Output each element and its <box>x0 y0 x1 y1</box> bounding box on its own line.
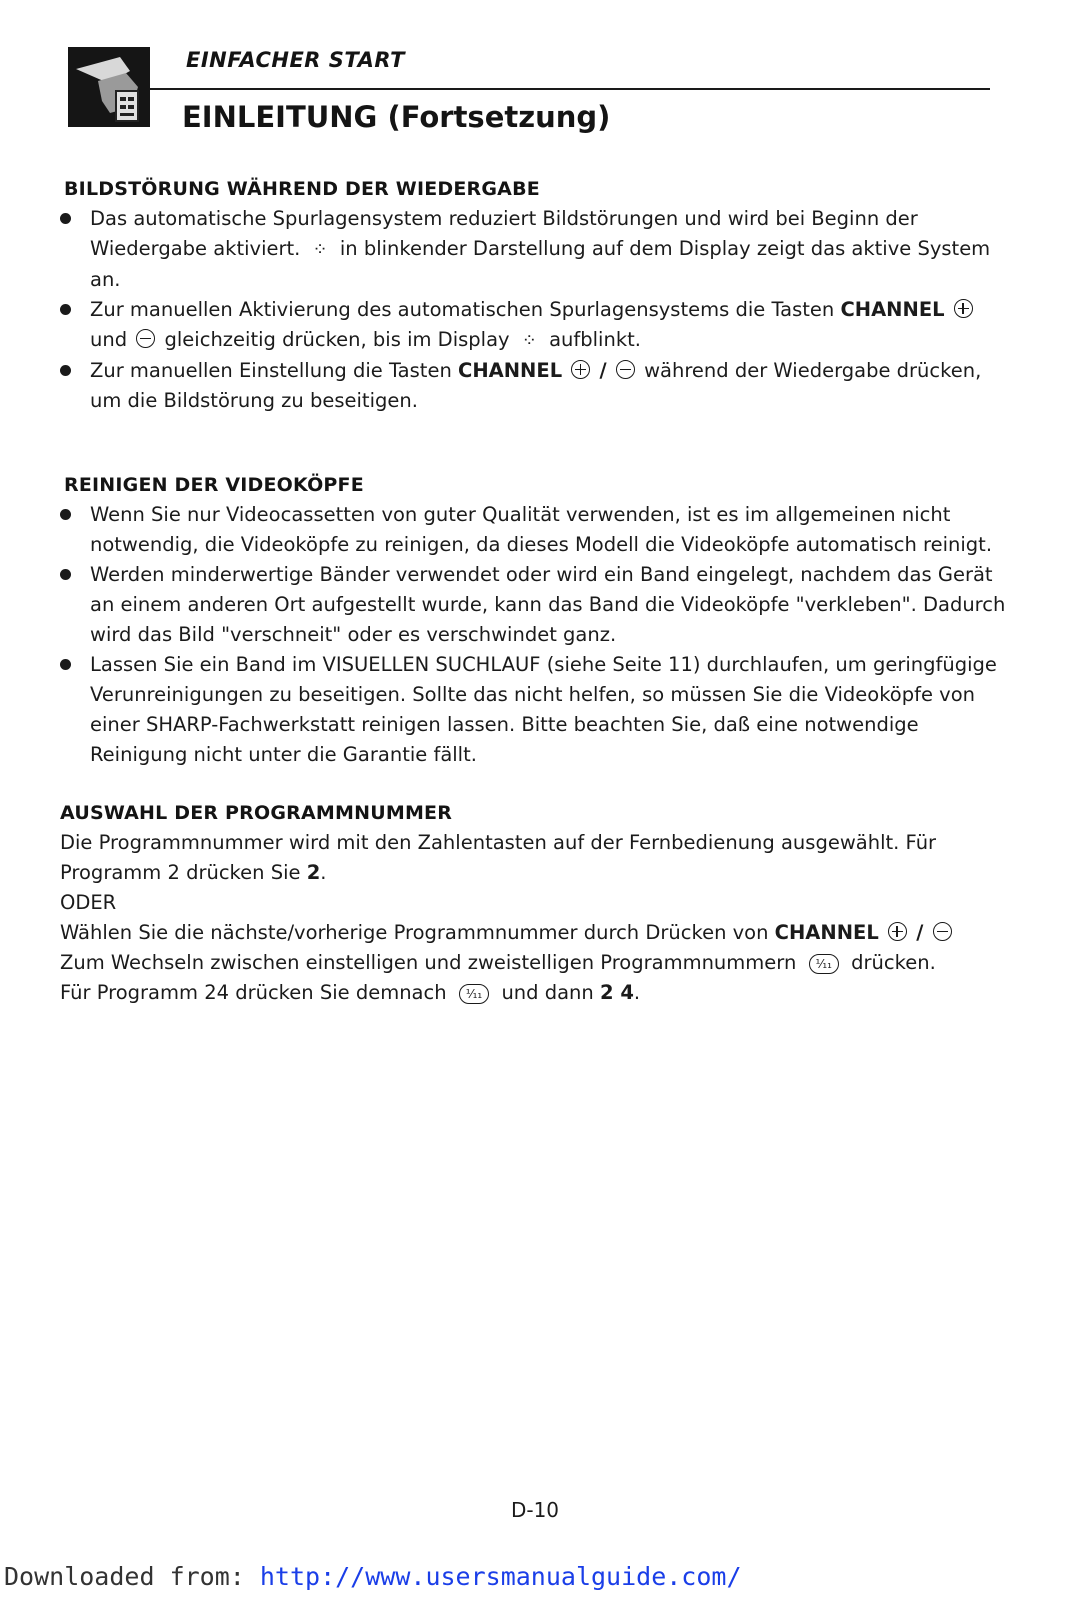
list-item: Werden minderwertige Bänder verwendet oder wird ein Band eingelegt, nachdem das Gerät an einem anderen Ort aufgestellt wurde, kann das Band die Videoköpfe "verkleben". Dadurch wird das Bild "verschneit" oder es verschwindet ganz. <box>60 560 1010 650</box>
list-item: Lassen Sie ein Band im VISUELLEN SUCHLAUF (siehe Seite 11) durchlaufen, um geringfügige Verunreinigungen zu beseitigen. Sollte das nicht helfen, so müssen Sie die Videoköpfe von einer SHARP-Fachwerkstatt reinigen lassen. Bitte beachten Sie, daß eine notwendige Reinigung nicht unter die Garantie fällt. <box>60 650 1010 770</box>
circled-plus-icon <box>888 922 907 941</box>
source-link[interactable]: http://www.usersmanualguide.com/ <box>259 1562 742 1591</box>
section-heading: BILDSTÖRUNG WÄHREND DER WIEDERGABE <box>64 178 540 200</box>
download-footer: Downloaded from: http://www.usersmanualguide.com/ <box>4 1562 742 1591</box>
digit-toggle-key-icon: ⅟₁₁ <box>459 984 489 1004</box>
bullet-icon <box>60 509 71 520</box>
bullet-icon <box>60 304 71 315</box>
paragraph: Die Programmnummer wird mit den Zahlentasten auf der Fernbedienung ausgewählt. Für Programm 2 drücken Sie 2. <box>60 831 937 884</box>
paragraph: Zum Wechseln zwischen einstelligen und zweistelligen Programmnummern ⅟₁₁ drücken. <box>60 951 936 974</box>
section-label: EINFACHER START <box>186 48 405 72</box>
circled-minus-icon <box>136 329 155 348</box>
circled-plus-icon <box>571 360 590 379</box>
page-number: D-10 <box>510 1498 560 1522</box>
list-item: Zur manuellen Aktivierung des automatischen Spurlagensystems die Tasten CHANNEL und gleichzeitig drücken, bis im Display ⁘ aufblinkt. <box>60 295 1010 356</box>
paragraph: Wählen Sie die nächste/vorherige Programmnummer durch Drücken von CHANNEL / <box>60 918 1010 948</box>
circled-minus-icon <box>933 922 952 941</box>
digit-toggle-key-icon: ⅟₁₁ <box>809 954 839 974</box>
list-item: Das automatische Spurlagensystem reduziert Bildstörungen und wird bei Beginn der Wiedergabe aktiviert. ⁘ in blinkender Darstellung auf dem Display zeigt das aktive System an. <box>60 204 1010 295</box>
section-heading: AUSWAHL DER PROGRAMMNUMMER <box>60 802 453 824</box>
section-head-cleaning <box>60 474 1010 770</box>
section-heading: REINIGEN DER VIDEOKÖPFE <box>64 474 364 496</box>
circled-plus-icon <box>954 299 973 318</box>
content <box>60 178 1010 1008</box>
hand-remote-icon <box>68 47 150 127</box>
bullet-icon <box>60 365 71 376</box>
list-item: Wenn Sie nur Videocassetten von guter Qualität verwenden, ist es im allgemeinen nicht notwendig, die Videoköpfe zu reinigen, da dieses Modell die Videoköpfe automatisch reinigt. <box>60 500 1010 560</box>
circled-minus-icon <box>616 360 635 379</box>
tracking-star-icon: ⁘ <box>521 330 537 351</box>
section-program-number <box>60 802 1010 1008</box>
tracking-star-icon: ⁘ <box>312 239 328 260</box>
header-rule <box>150 88 990 90</box>
list-item: Zur manuellen Einstellung die Tasten CHANNEL / während der Wiedergabe drücken, um die Bildstörung zu beseitigen. <box>60 356 1010 416</box>
bullet-list <box>60 500 1010 770</box>
bullet-icon <box>60 213 71 224</box>
section-picture-noise <box>60 178 1010 416</box>
paragraph: Für Programm 24 drücken Sie demnach ⅟₁₁ und dann 2 4. <box>60 981 641 1004</box>
page-title: EINLEITUNG (Fortsetzung) <box>182 100 611 134</box>
paragraph: ODER <box>60 891 117 914</box>
bullet-list <box>60 204 1010 416</box>
bullet-icon <box>60 659 71 670</box>
bullet-icon <box>60 569 71 580</box>
